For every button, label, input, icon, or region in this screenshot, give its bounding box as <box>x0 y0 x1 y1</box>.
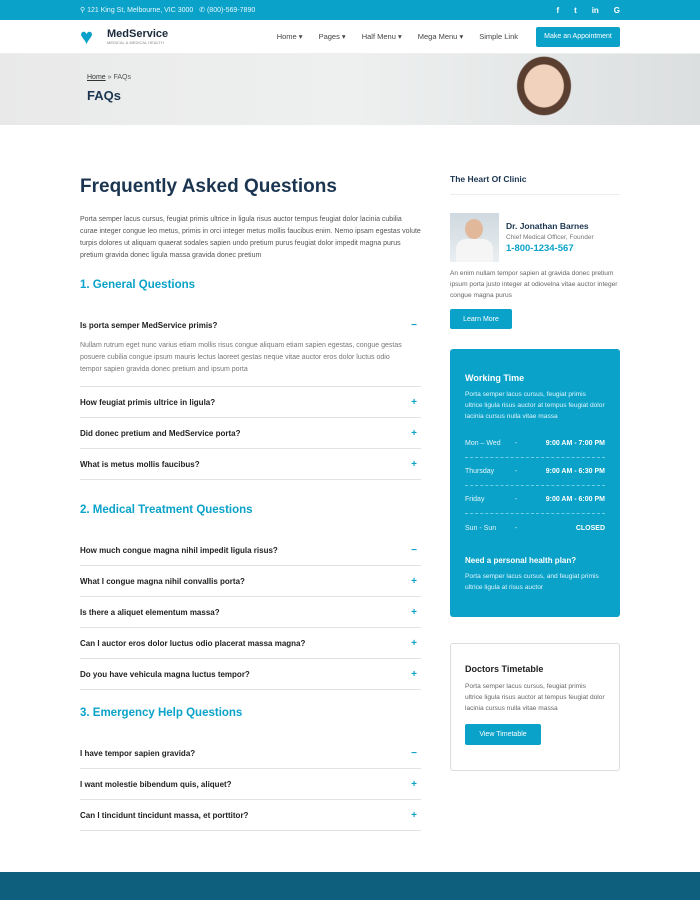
phone-icon: ✆ <box>199 7 207 14</box>
address: 121 King St, Melbourne, VIC 3000 <box>87 7 194 14</box>
breadcrumb: Home » FAQs <box>87 74 132 81</box>
day: Friday <box>465 496 485 503</box>
day: Mon – Wed <box>465 440 501 447</box>
faq-question[interactable] <box>80 738 421 769</box>
hours-row <box>465 486 605 514</box>
menu-pages[interactable]: Pages ▾ <box>318 32 346 41</box>
separator: - <box>515 524 518 532</box>
question-text: Is porta semper MedService primis? <box>80 321 218 330</box>
faq-question[interactable] <box>80 659 421 690</box>
plus-icon[interactable]: + <box>411 637 417 649</box>
linkedin-icon[interactable]: in <box>591 5 599 15</box>
location-icon: ⚲ <box>80 7 88 14</box>
faq-section-title: 2. Medical Treatment Questions <box>80 504 253 516</box>
separator: - <box>515 440 518 447</box>
footer <box>0 872 700 900</box>
hours: CLOSED <box>575 524 605 532</box>
faq-question[interactable] <box>80 535 421 566</box>
plus-icon[interactable]: + <box>411 458 417 470</box>
breadcrumb-current: FAQs <box>113 74 132 81</box>
health-plan-text: Porta semper lacus cursus, and feugiat primis ultrice ligula at risus auctor <box>465 573 599 591</box>
day: Sun - Sun <box>465 524 497 532</box>
logo[interactable] <box>80 23 169 49</box>
doctors-timetable-widget <box>450 643 620 771</box>
faq-section-title: 1. General Questions <box>80 279 196 291</box>
plus-icon[interactable]: + <box>411 427 417 439</box>
faq-question[interactable] <box>80 628 421 659</box>
plus-icon[interactable]: + <box>411 575 417 587</box>
make-appointment-button[interactable]: Make an Appointment <box>536 27 620 47</box>
faq-question[interactable] <box>80 310 421 341</box>
page-header <box>0 54 700 125</box>
faq-answer: Nullam rutrum eget nunc varius etiam mollis risus congue aliquam etiam sapien egestas, congue gestas posuere cubilia congue ipsum mauris lectus laoreet gestas neque vitae auctor eros dolor luctus odio tempor sapien gravida donec pretium and ipsum porta <box>80 342 402 373</box>
separator: - <box>515 468 518 475</box>
minus-icon[interactable]: − <box>411 320 417 331</box>
plus-icon[interactable]: + <box>411 606 417 618</box>
view-timetable-button[interactable]: View Timetable <box>465 724 541 745</box>
day: Thursday <box>465 468 495 475</box>
doctor-role: Chief Medical Officer, Founder <box>506 234 594 241</box>
faq-content <box>80 176 421 821</box>
faq-question[interactable] <box>80 449 421 480</box>
timetable-title: Doctors Timetable <box>465 664 544 674</box>
brand-tagline: MEDICAL & MEDICAL HEALTH <box>107 40 164 45</box>
timetable-text: Porta semper lacus cursus, feugiat primis ultrice ligula risus auctor at tempus feugiat dolor lacinia cursus nulla vitae massa <box>465 683 605 712</box>
heart-logo-icon: ♥ <box>80 23 94 49</box>
question-text: What I congue magna nihil convallis porta? <box>80 576 245 586</box>
hours-row <box>465 514 605 542</box>
plus-icon[interactable]: + <box>411 396 417 408</box>
separator: - <box>515 496 518 503</box>
hours: 9:00 AM - 6:00 PM <box>545 496 605 503</box>
top-bar <box>0 0 700 20</box>
menu-simple-link[interactable]: Simple Link <box>479 32 518 41</box>
faq-question[interactable] <box>80 769 421 800</box>
faq-section-title: 3. Emergency Help Questions <box>80 707 243 719</box>
widget-title: The Heart Of Clinic <box>450 174 527 184</box>
faq-title: Frequently Asked Questions <box>80 176 337 197</box>
faq-question[interactable] <box>80 800 421 831</box>
hours-row <box>465 430 605 458</box>
working-time-text: Porta semper lacus cursus, feugiat primis ultrice ligula risus auctor at tempus feugiat dolor lacinia cursus nulla vitae massa <box>465 391 605 420</box>
brand-name: MedService <box>107 28 169 40</box>
faq-question[interactable] <box>80 597 421 628</box>
plus-icon[interactable]: + <box>411 668 417 680</box>
phone: (800)-569-7890 <box>206 7 256 14</box>
doctor-phone: 1-800-1234-567 <box>506 243 574 254</box>
menu-home[interactable]: Home ▾ <box>276 32 303 41</box>
hours-row <box>465 458 605 486</box>
hours: 9:00 AM - 7:00 PM <box>545 440 605 447</box>
page-title: FAQs <box>87 88 121 103</box>
faq-question[interactable] <box>80 566 421 597</box>
google-icon[interactable]: G <box>613 5 620 15</box>
minus-icon[interactable]: − <box>411 544 417 556</box>
question-text: How much congue magna nihil impedit ligula risus? <box>80 545 278 555</box>
question-text: I have tempor sapien gravida? <box>80 748 196 758</box>
question-text: I want molestie bibendum quis, aliquet? <box>80 779 232 789</box>
plus-icon[interactable]: + <box>411 809 417 821</box>
question-text: Can I tincidunt tincidunt massa, et porttitor? <box>80 810 249 820</box>
faq-intro: Porta semper lacus cursus, feugiat primis ultrice in ligula risus auctor tempus feugiat dolor lacinia cubilia curae integer congue leo metus, primis in orci integer metus mollis faucibus enim. Nemo ipsam egestas volute turpis dolores ut aliquam quaerat sodales sapien undo pretium purus feugiat dolor impedit magna purus pretium gravida donec ligula massa gravida donec pretium <box>80 216 421 259</box>
question-text: What is metus mollis faucibus? <box>80 459 200 469</box>
plus-icon[interactable]: + <box>411 778 417 790</box>
doctor-text: An enim nullam tempor sapien at gravida donec pretium ipsum porta justo integer at odiovelna vitae auctor integer congue magna purus <box>450 270 618 299</box>
working-time-widget <box>450 349 620 617</box>
doctor-photo <box>450 213 499 262</box>
learn-more-button[interactable]: Learn More <box>450 309 512 329</box>
working-time-title: Working Time <box>465 373 525 383</box>
minus-icon[interactable]: − <box>411 747 417 759</box>
facebook-icon[interactable]: f <box>556 5 560 15</box>
faq-question[interactable] <box>80 418 421 449</box>
hours: 9:00 AM - 6:30 PM <box>545 468 605 475</box>
question-text: Is there a aliquet elementum massa? <box>80 607 220 617</box>
question-text: Can I auctor eros dolor luctus odio placerat massa magna? <box>80 638 306 648</box>
health-plan-title: Need a personal health plan? <box>465 556 577 565</box>
question-text: How feugiat primis ultrice in ligula? <box>80 397 216 407</box>
doctor-name: Dr. Jonathan Barnes <box>506 221 589 231</box>
question-text: Do you have vehicula magna luctus tempor? <box>80 669 250 679</box>
menu-mega-menu[interactable]: Mega Menu ▾ <box>417 32 464 41</box>
faq-question[interactable] <box>80 387 421 418</box>
menu-half-menu[interactable]: Half Menu ▾ <box>361 32 402 41</box>
breadcrumb-home[interactable]: Home <box>87 74 106 81</box>
question-text: Did donec pretium and MedService porta? <box>80 428 241 438</box>
main-nav <box>0 20 700 54</box>
hero-image <box>508 54 580 125</box>
twitter-icon[interactable]: t <box>574 5 577 15</box>
heart-of-clinic-widget <box>450 174 620 329</box>
